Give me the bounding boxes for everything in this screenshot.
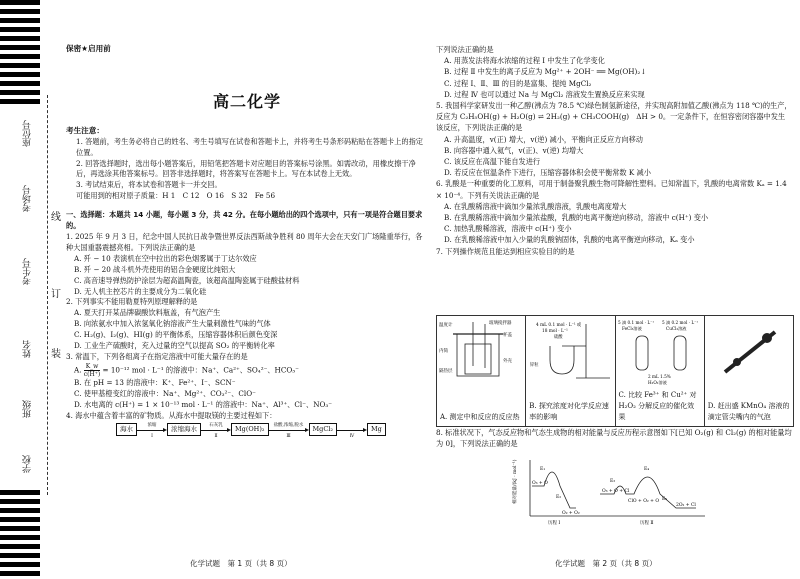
q5-option-a: A. 升高温度，v(正) 增大，v(逆) 减小，平衡向正反应方向移动 [444, 134, 643, 144]
svg-text:外壳: 外壳 [503, 359, 512, 364]
q1-option-c: C. 高音速导弹热防护涂层为超高温陶瓷，该超高温陶瓷属于硅酸盐材料 [74, 275, 300, 285]
right-column [436, 44, 792, 257]
svg-text:历程 Ⅰ: 历程 Ⅰ [548, 521, 561, 526]
q1-option-a: A. 歼 − 10 表演机在空中拉出的彩色烟雾属于丁达尔效应 [74, 253, 257, 263]
svg-text:E₅: E₅ [662, 497, 668, 502]
notice-item: 1. 答题前，考生务必将自己的姓名、考生号填写在试卷和答题卡上，并将考生号条形码粘贴在答题卡上的指定位置。 [76, 136, 423, 157]
q6-option-d: D. 在乳酸稀溶液中加入少量的乳酸钠固体，乳酸的电离平衡逆向移动，Kₐ 变小 [444, 235, 695, 245]
q2-option-c: C. H₂(g)、I₂(g)、HI(g) 的平衡体系，压缩容器体积后颜色变深 [74, 330, 278, 340]
q3-option-b: B. 在 pH = 13 的溶液中：K⁺、Fe²⁺、I⁻、SCN⁻ [74, 377, 236, 387]
q5-option-c: C. 该反应在高温下能自发进行 [444, 157, 541, 167]
flow-node: Mg(OH)₂ [231, 423, 269, 436]
experiment-d [705, 316, 793, 426]
binding-strip [0, 0, 62, 579]
left-column [66, 44, 428, 440]
experiment-table [436, 315, 794, 427]
school-label: 学校 [23, 455, 33, 473]
q4-option-b: B. 过程 Ⅱ 中发生的离子反应为 Mg²⁺ + 2OH⁻ ══ Mg(OH)₂↓ [444, 67, 647, 77]
flow-arrow: Ⅳ [337, 424, 367, 435]
calorimeter-diagram [437, 316, 526, 386]
q3-a-letter: A. [74, 365, 82, 375]
section-heading: 一、选择题：本题共 14 小题，每小题 3 分，共 42 分。在每小题给出的四个选项中，只有一项是符合题目要求的。 [66, 210, 423, 231]
barcode-bottom [0, 490, 40, 579]
flow-node: 浓缩海水 [167, 423, 201, 436]
notice-item: 2. 回答选择题时，选出每小题答案后，用铅笔把答题卡对应题目的答案标号涂黑。如需改动，用橡皮擦干净后，再选涂其他答案标号。回答非选择题时，将答案写在答题卡上。写在本试卷上无效。 [76, 158, 416, 179]
question-2: 2. 下列事实不能用勒夏特列原理解释的是 [66, 297, 198, 307]
catalysis-diagram [616, 316, 705, 386]
q2-option-b: B. 向浓氨水中加入浓氢氧化钠溶液产生大量刺激性气味的气体 [74, 319, 271, 329]
notice-block [66, 126, 428, 202]
question-5: 5. 我国科学家研发出一种乙醇(沸点为 78.5 ℃)绿色制氢新途径，并实现高附加值乙酸(沸点为 118 ℃)的生产，反应为 C₂H₅OH(g) + H₂O(g) ⇌ 2H₂(g) + CH₃COOH(g) ΔH > 0。一定条件下，在恒容密闭容器中发生该反应，下列说法正确的是 [436, 101, 792, 133]
svg-text:玻璃搅拌器: 玻璃搅拌器 [489, 321, 512, 326]
burette-diagram [705, 316, 794, 386]
svg-text:E₃: E₃ [610, 479, 616, 484]
confidential-mark: 保密★启用前 [66, 44, 111, 53]
binding-line [47, 95, 48, 495]
svg-text:CuCl₂溶液: CuCl₂溶液 [665, 326, 686, 331]
svg-text:ClO + O₂ + O: ClO + O₂ + O [628, 499, 660, 504]
q2-option-d: D. 工业生产硫酸时，充入过量的空气以提高 SO₂ 的平衡转化率 [74, 341, 275, 351]
svg-text:E₂: E₂ [556, 495, 562, 500]
svg-text:2 mL 1.5%: 2 mL 1.5% [647, 374, 671, 379]
svg-text:内筒: 内筒 [439, 349, 448, 354]
svg-text:锌粒: 锌粒 [530, 363, 539, 368]
q2-option-a: A. 夏天打开某品牌碳酸饮料瓶盖，有气泡产生 [74, 308, 221, 318]
class-label: 班级 [23, 400, 33, 418]
flow-arrow: 石灰乳 Ⅱ [201, 424, 231, 435]
notice-heading: 考生注意： [66, 125, 104, 135]
q4-option-d: D. 过程 Ⅳ 也可以通过 Na 与 MgCl₂ 溶液发生置换反应来实现 [444, 89, 645, 99]
q3-option-a [74, 363, 428, 378]
q5-option-d: D. 若反应在恒温条件下进行，压缩容器体积会使平衡常数 K 减小 [444, 168, 651, 178]
experiment-a [437, 316, 526, 426]
q5-option-b: B. 向容器中通入氦气，v(正)、v(逆) 均增大 [444, 145, 584, 155]
fraction-numerator: K_w [85, 362, 99, 370]
q3-option-c: C. 使甲基橙变红的溶液中：Na⁺、Mg²⁺、CO₃²⁻、ClO⁻ [74, 388, 256, 398]
q4-option-a: A. 用蒸发法将海水浓缩的过程 Ⅰ 中发生了化学变化 [444, 56, 605, 66]
q6-option-c: C. 加热乳酸稀溶液，溶液中 c(H⁺) 变小 [444, 224, 572, 234]
q1-option-d: D. 无人机主控芯片的主要成分为二氧化硅 [74, 286, 207, 296]
bind-word-seal: 装 [51, 349, 61, 360]
svg-text:O₂ + O₂: O₂ + O₂ [562, 511, 580, 516]
q1-option-b: B. 歼 − 20 战斗机外壳使用的铝合金硬度比纯铝大 [74, 264, 236, 274]
kw-fraction [84, 363, 100, 378]
zinc-acid-diagram [526, 316, 615, 386]
svg-text:E₁: E₁ [540, 467, 546, 472]
question-4-continued: 下列说法正确的是 [436, 45, 494, 54]
experiment-b [526, 316, 615, 426]
seat-label: 座位号 [23, 120, 33, 147]
notice-item: 3. 考试结束后，将本试卷和答题卡一并交回。 [76, 180, 222, 190]
experiment-b-caption: B. 探究浓度对化学反应速率的影响 [529, 402, 609, 421]
q4-option-c: C. 过程 Ⅰ、Ⅱ、Ⅲ 的目的是富集、提纯 MgCl₂ [444, 78, 592, 88]
experiment-c [616, 316, 705, 426]
svg-text:5 滴 0.2 mol · L⁻¹: 5 滴 0.2 mol · L⁻¹ [661, 320, 698, 325]
flow-node: Mg [367, 423, 386, 436]
footer-left: 化学试题 第 1 页（共 8 页） [190, 559, 292, 568]
svg-text:O₃ + O: O₃ + O [532, 481, 548, 486]
barcode-top [0, 0, 40, 108]
question-4: 4. 海水中蕴含着丰富的矿物质。从海水中提取镁的主要过程如下： [66, 410, 277, 420]
question-1: 1. 2025 年 9 月 3 日，纪念中国人民抗日战争暨世界反法西斯战争胜利 80 周年大会在天安门广场隆重举行，各种大国重器震撼亮相。下列说法正确的是 [66, 231, 423, 252]
experiment-d-caption: D. 赶出盛 KMnO₄ 溶液的滴定管尖嘴内的气泡 [707, 402, 790, 421]
magnesium-flowchart [116, 423, 428, 440]
exam-room-label: 考场号 [23, 185, 33, 212]
question-7: 7. 下列操作规范且能达到相应实验目的的是 [436, 246, 575, 256]
experiment-a-caption: A. 测定中和反应的反应热 [440, 413, 520, 421]
question-8: 8. 标准状况下，气态反应物和气态生成物的相对能量与反应历程示意图如下[已知 O₂(g) 和 Cl₂(g) 的相对能量均为 0]，下列说法正确的是 [436, 428, 792, 448]
svg-text:温度计: 温度计 [439, 323, 453, 328]
flow-node: MgCl₂ [309, 423, 337, 436]
svg-text:O₃ + O + Cl: O₃ + O + Cl [602, 489, 630, 494]
experiment-c-caption: C. 比较 Fe³⁺ 和 Cu²⁺ 对 H₂O₂ 分解反应的催化效果 [618, 391, 697, 421]
bind-word-order: 订 [51, 289, 61, 300]
svg-text:历程 Ⅱ: 历程 Ⅱ [640, 521, 654, 526]
flow-arrow: 盐酸,浓缩,脱水 Ⅲ [269, 424, 309, 435]
exam-title: 高二化学 [212, 91, 281, 111]
svg-text:E₄: E₄ [644, 467, 650, 472]
svg-text:杯盖: 杯盖 [503, 333, 512, 338]
q3-option-d: D. 水电离的 c(H⁺) = 1 × 10⁻¹³ mol · L⁻¹ 的溶液中：Na⁺、Al³⁺、Cl⁻、NO₃⁻ [74, 399, 333, 409]
name-label: 姓名 [23, 340, 33, 358]
svg-text:FeCl₃溶液: FeCl₃溶液 [621, 326, 642, 331]
svg-text:2O₂ + Cl: 2O₂ + Cl [676, 503, 696, 508]
svg-text:5 滴 0.1 mol · L⁻¹: 5 滴 0.1 mol · L⁻¹ [617, 320, 654, 325]
q6-option-b: B. 在乳酸稀溶液中滴加少量浓盐酸，乳酸的电离平衡逆向移动，溶液中 c(H⁺) 变小 [444, 213, 709, 223]
svg-text:18 mol · L⁻¹: 18 mol · L⁻¹ [542, 329, 569, 334]
q3-a-text: = 10⁻¹² mol · L⁻¹ 的溶液中：Na⁺、Ca²⁺、SO₄²⁻、HCO₃⁻ [102, 365, 299, 375]
q6-option-a: A. 在乳酸稀溶液中滴加少量浓乳酸溶液，乳酸电离度增大 [444, 201, 627, 211]
svg-text:4 mL 0.1 mol · L⁻¹ 或: 4 mL 0.1 mol · L⁻¹ 或 [536, 323, 582, 328]
svg-text:硫酸: 硫酸 [554, 335, 563, 340]
footer-right: 化学试题 第 2 页（共 8 页） [555, 559, 657, 568]
flow-arrow: 浓缩 Ⅰ [137, 424, 167, 435]
bind-word-line: 线 [51, 212, 61, 223]
svg-text:H₂O₂溶液: H₂O₂溶液 [647, 380, 667, 385]
atomic-mass-line: 可能用到的相对原子质量：H 1 C 12 O 16 S 32 Fe 56 [76, 191, 276, 201]
svg-text:隔热层: 隔热层 [439, 369, 453, 374]
flow-node: 海水 [116, 423, 137, 436]
question-3: 3. 常温下，下列各组离子在指定溶液中可能大量存在的是 [66, 351, 248, 361]
fraction-denominator: c(H⁺) [83, 370, 101, 378]
svg-text:相对能量/(kJ · mol⁻¹): 相对能量/(kJ · mol⁻¹) [513, 459, 518, 504]
question-6: 6. 乳酸是一种重要的化工原料，可用于制备聚乳酸生物可降解性塑料。已知常温下，乳酸的电离常数 Kₐ = 1.4 × 10⁻⁴。下列有关说法正确的是 [436, 179, 787, 200]
student-number-label: 考生号 [23, 258, 33, 285]
energy-profile-diagram [510, 456, 710, 526]
